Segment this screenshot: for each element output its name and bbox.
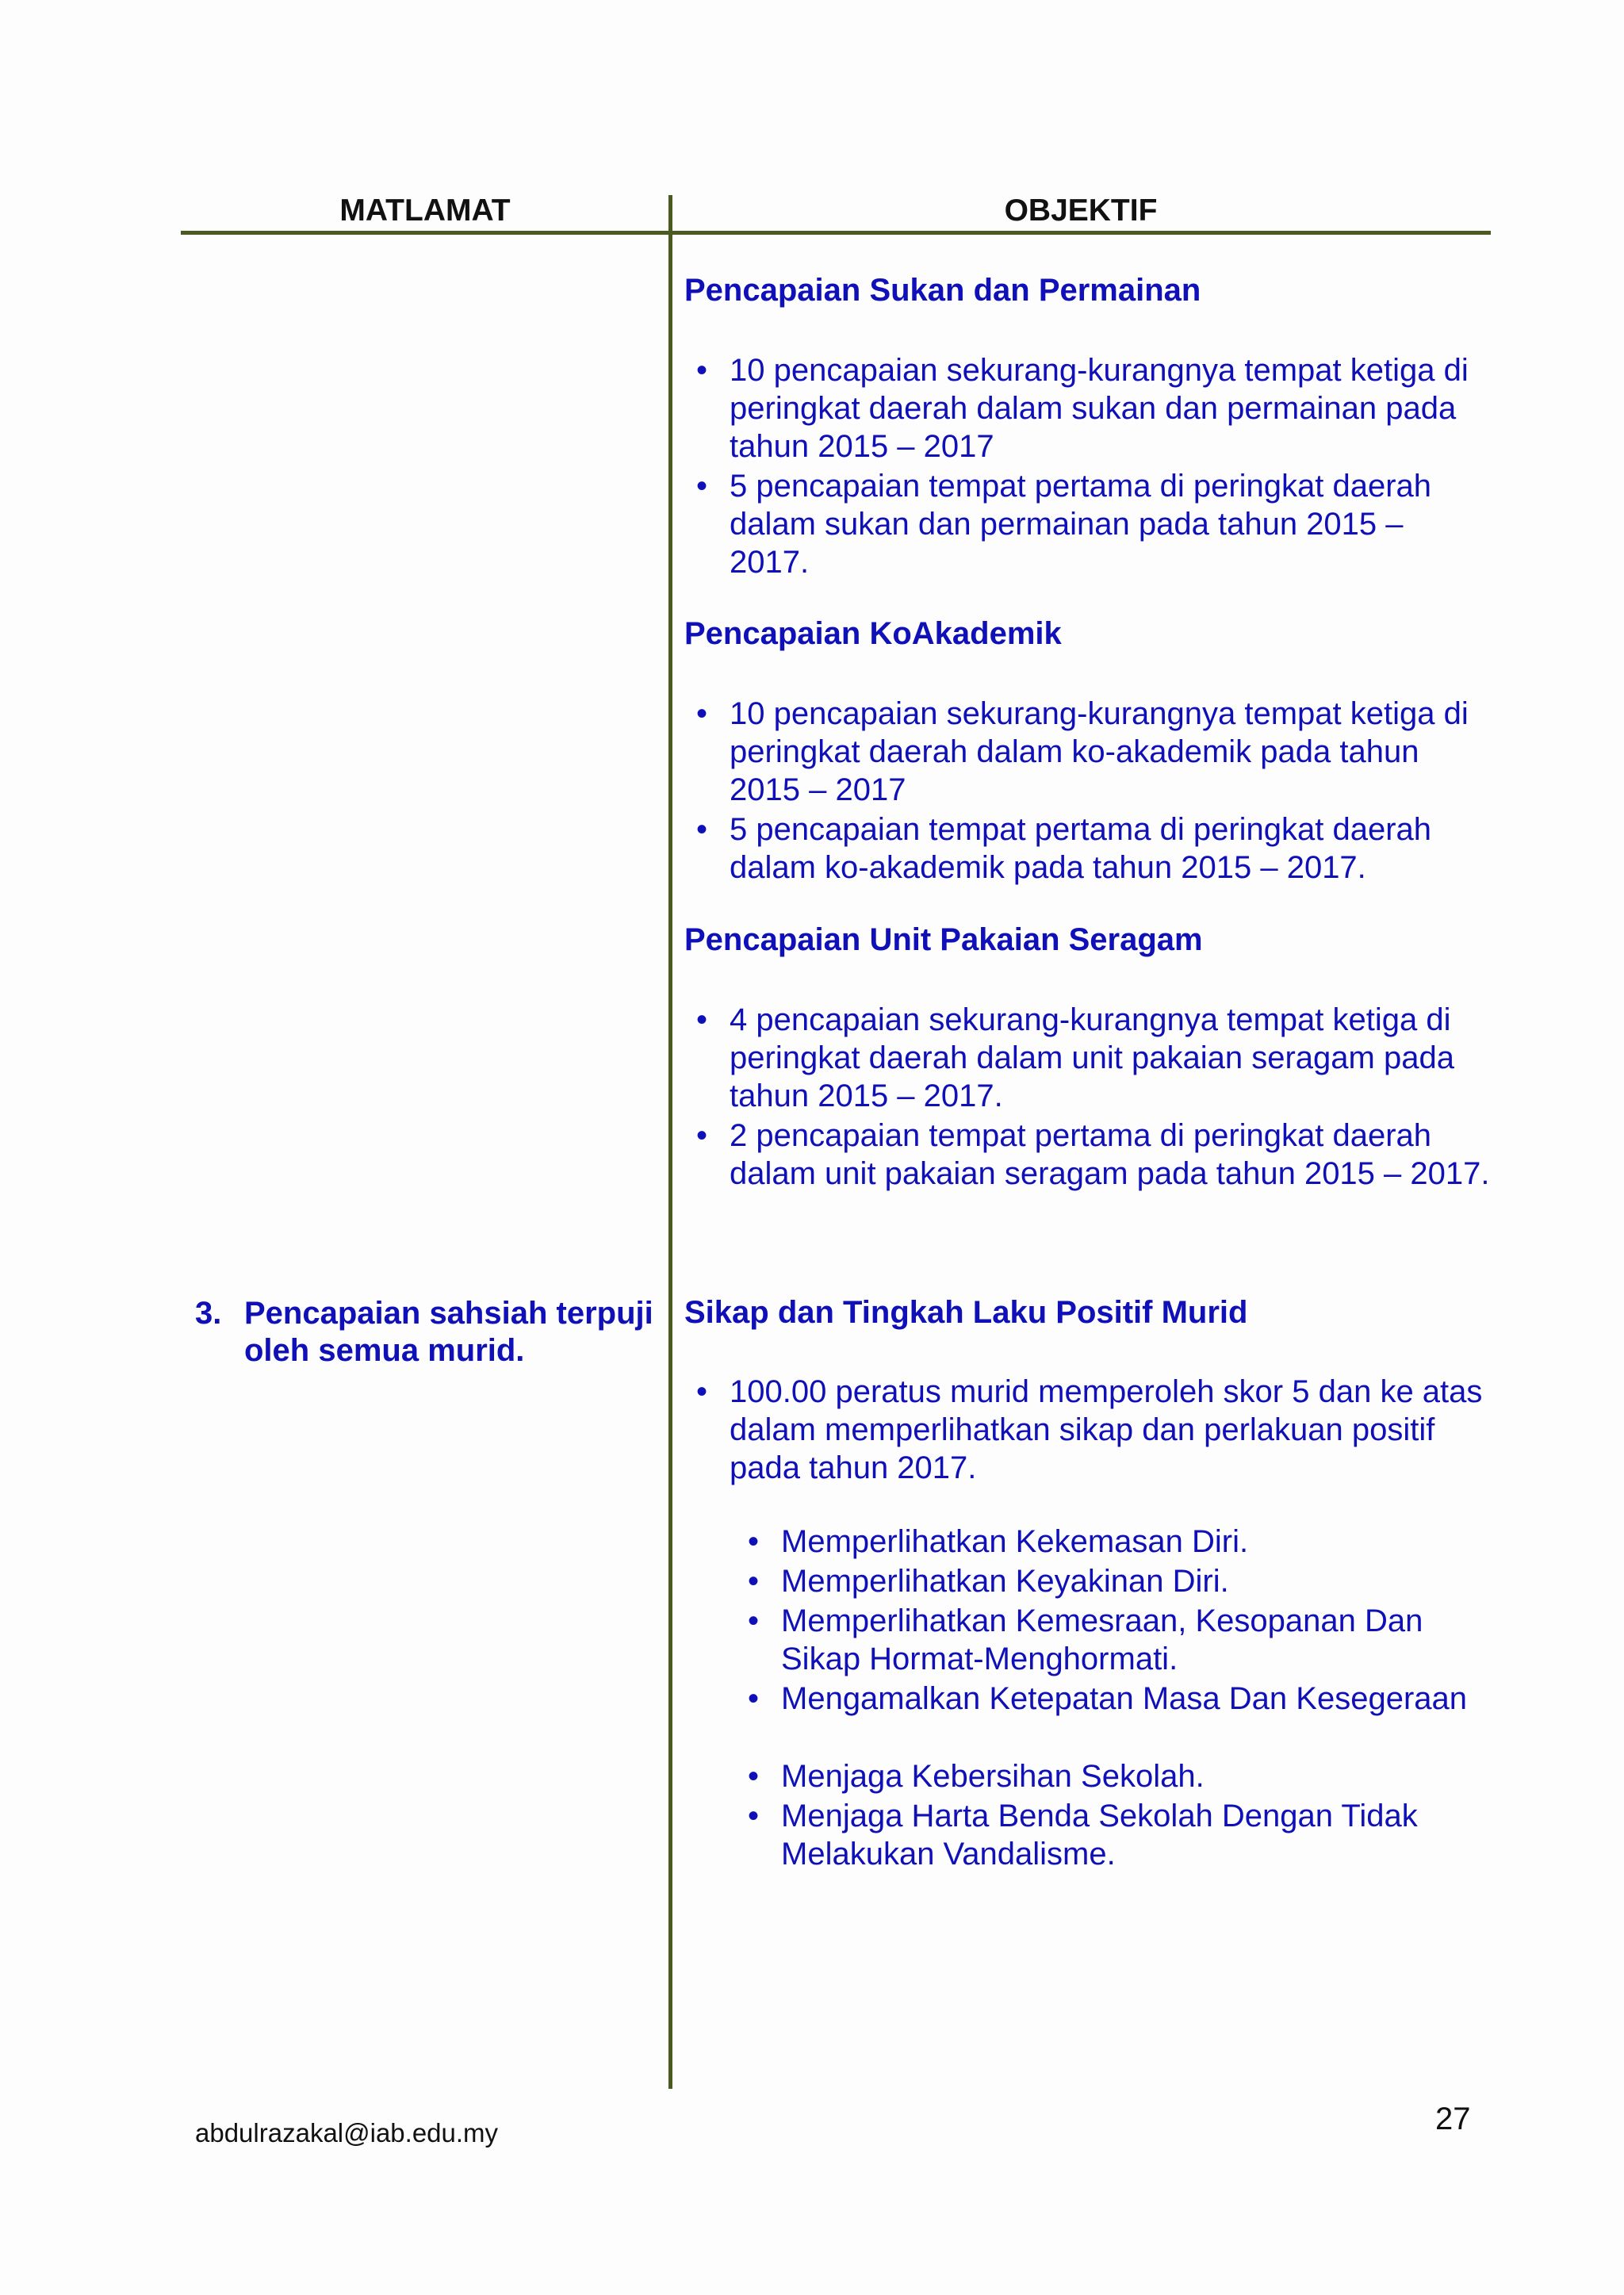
list-item-text: 100.00 peratus murid memperoleh skor 5 dan ke atas dalam memperlihatkan sikap dan perlakuan positif pada tahun 2017.	[730, 1374, 1483, 1485]
list-item	[695, 810, 1491, 887]
bullet-icon: •	[747, 1799, 759, 1833]
column-header-objektif: OBJEKTIF	[1004, 193, 1158, 228]
sub-list-item	[747, 1797, 1495, 1873]
bullet-icon: •	[695, 469, 707, 504]
page-number: 27	[1435, 2102, 1471, 2136]
bullet-icon: •	[747, 1681, 759, 1716]
sub-list-item	[747, 1562, 1495, 1600]
list-item	[695, 1001, 1491, 1115]
list-item-text: 5 pencapaian tempat pertama di peringkat daerah dalam ko-akademik pada tahun 2015 – 2017.	[730, 812, 1432, 885]
bullet-icon: •	[695, 812, 707, 847]
column-header-matlamat: MATLAMAT	[339, 193, 511, 228]
sub-list-item	[747, 1680, 1495, 1718]
bullet-icon: •	[747, 1759, 759, 1794]
bullet-icon: •	[747, 1524, 759, 1559]
sub-list-item-text: Menjaga Kebersihan Sekolah.	[781, 1759, 1205, 1794]
sub-list-item	[747, 1757, 1495, 1795]
section-heading-koakademik: Pencapaian KoAkademik	[684, 616, 1062, 651]
section-heading-sukan: Pencapaian Sukan dan Permainan	[684, 273, 1201, 308]
sub-list-item-text: Memperlihatkan Kekemasan Diri.	[781, 1524, 1249, 1559]
section-heading-sikap: Sikap dan Tingkah Laku Positif Murid	[684, 1295, 1248, 1330]
bullet-icon: •	[695, 1374, 707, 1409]
list-item	[695, 1373, 1491, 1487]
goal-text: Pencapaian sahsiah terpuji oleh semua murid.	[244, 1296, 653, 1368]
list-item-text: 10 pencapaian sekurang-kurangnya tempat ketiga di peringkat daerah dalam sukan dan permainan pada tahun 2015 – 2017	[730, 353, 1469, 464]
list-item	[695, 467, 1491, 581]
list-item-text: 4 pencapaian sekurang-kurangnya tempat ketiga di peringkat daerah dalam unit pakaian seragam pada tahun 2015 – 2017.	[730, 1002, 1454, 1113]
column-divider	[668, 195, 672, 2089]
goal-number: 3.	[195, 1296, 222, 1331]
sub-list-item-text: Memperlihatkan Keyakinan Diri.	[781, 1564, 1229, 1599]
list-item	[695, 1117, 1491, 1193]
footer-email: abdulrazakal@iab.edu.my	[195, 2118, 499, 2147]
bullet-icon: •	[695, 696, 707, 731]
list-item-text: 2 pencapaian tempat pertama di peringkat daerah dalam unit pakaian seragam pada tahun 2015 – 2017.	[730, 1118, 1490, 1191]
sub-list-item	[747, 1602, 1495, 1678]
bullet-icon: •	[695, 353, 707, 388]
list-item-text: 10 pencapaian sekurang-kurangnya tempat ketiga di peringkat daerah dalam ko-akademik pada tahun 2015 – 2017	[730, 696, 1469, 807]
bullet-icon: •	[695, 1002, 707, 1037]
list-item	[695, 695, 1491, 809]
section-heading-unit-pakaian-seragam: Pencapaian Unit Pakaian Seragam	[684, 922, 1203, 957]
sub-list-item-text: Mengamalkan Ketepatan Masa Dan Kesegeraan	[781, 1681, 1467, 1716]
list-item-text: 5 pencapaian tempat pertama di peringkat daerah dalam sukan dan permainan pada tahun 2015 – 2017.	[730, 469, 1432, 580]
sub-list-item-text: Memperlihatkan Kemesraan, Kesopanan Dan Sikap Hormat-Menghormati.	[781, 1603, 1423, 1676]
list-item	[695, 351, 1491, 466]
bullet-icon: •	[747, 1564, 759, 1599]
bullet-icon: •	[695, 1118, 707, 1153]
header-divider	[181, 231, 1491, 235]
sub-list-item	[747, 1523, 1495, 1561]
bullet-icon: •	[747, 1603, 759, 1638]
sub-list-item-text: Menjaga Harta Benda Sekolah Dengan Tidak Melakukan Vandalisme.	[781, 1799, 1418, 1872]
